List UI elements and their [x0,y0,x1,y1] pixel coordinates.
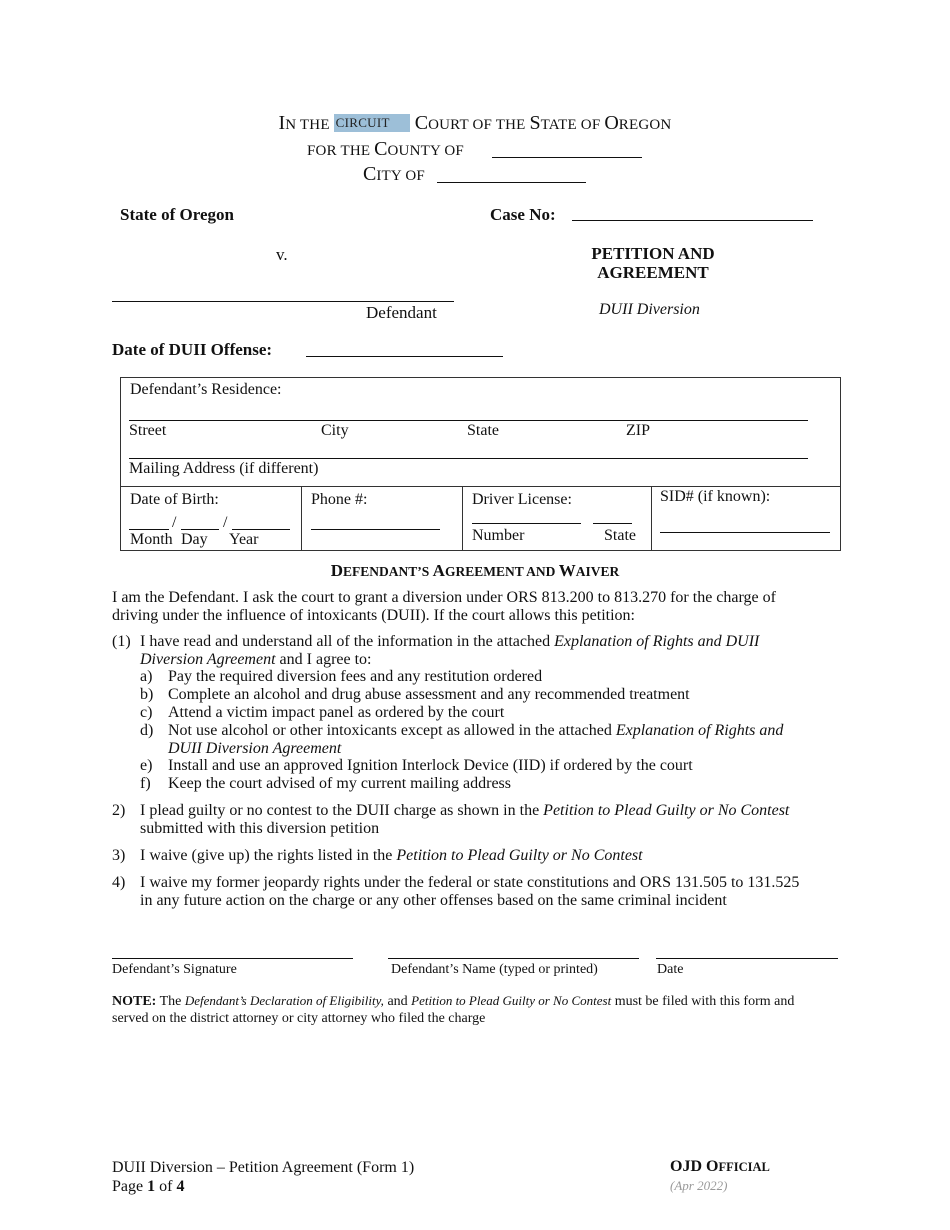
court-type-field[interactable]: CIRCUIT [334,114,410,132]
item-3-number: 3) [112,847,126,864]
subitem-e-text: Install and use an approved Ignition Interlock Device (IID) if ordered by the court [168,757,693,774]
item-4-number: 4) [112,874,126,891]
printed-name-blank[interactable] [388,958,639,959]
dob-month-blank[interactable] [129,529,169,530]
form-subtitle: DUII Diversion [599,301,700,318]
court-title: IN THE CIRCUIT COURT OF THE STATE OF OREGON [278,112,672,134]
subitem-a-letter: a) [140,668,153,685]
city-blank[interactable] [437,182,586,183]
county-blank[interactable] [492,157,642,158]
signature-label: Defendant’s Signature [112,962,237,977]
item-1-number: (1) [112,633,131,650]
month-label: Month [130,531,173,548]
subitem-f-letter: f) [140,775,151,792]
case-no-label: Case No: [490,205,556,224]
subitem-d-text: Not use alcohol or other intoxicants except as allowed in the attached Explanation of Rights and DUII Diversion Agreement [168,722,784,757]
item-2-text: I plead guilty or no contest to the DUII charge as shown in the Petition to Plead Guilty or No Contest submitted with this diversion petition [140,802,790,837]
dob-slash-1: / [172,514,177,531]
city-label: City [321,422,349,439]
item-1-text: I have read and understand all of the information in the attached Explanation of Rights and DUII Diversion Agreement and I agree to: [140,633,760,668]
subitem-c-text: Attend a victim impact panel as ordered by the court [168,704,505,721]
offense-date-label: Date of DUII Offense: [112,340,273,359]
subitem-c-letter: c) [140,704,153,721]
license-number-blank[interactable] [472,523,581,524]
item-2-number: 2) [112,802,126,819]
subitem-f-text: Keep the court advised of my current mailing address [168,775,511,792]
form-name: DUII Diversion – Petition Agreement (Form 1) [112,1159,415,1176]
item-4-text: I waive my former jeopardy rights under the federal or state constitutions and ORS 131.505 to 131.525 in any future action on the charge or any other offenses based on the same criminal incident [140,874,800,909]
phone-blank[interactable] [311,529,440,530]
license-state-label: State [604,527,636,544]
license-number-label: Number [472,527,525,544]
subitem-e-letter: e) [140,757,153,774]
sid-blank[interactable] [660,532,830,533]
ojd-official: OJD OFFICIAL [670,1158,770,1175]
intro-paragraph: I am the Defendant. I ask the court to grant a diversion under ORS 813.200 to 813.270 for the charge of driving under the influence of intoxicants (DUII). If the court allows this petition: [112,589,776,624]
item-3-text: I waive (give up) the rights listed in the Petition to Plead Guilty or No Contest [140,847,643,864]
zip-label: ZIP [626,422,650,439]
cell-divider-2 [462,486,463,551]
date-label: Date [657,962,684,977]
day-label: Day [181,531,208,548]
signature-blank[interactable] [112,958,353,959]
case-no-blank[interactable] [572,220,813,221]
offense-date-blank[interactable] [306,356,503,357]
printed-name-label: Defendant’s Name (typed or printed) [391,962,598,977]
county-line: FOR THE COUNTY OF [307,138,464,160]
street-label: Street [129,422,167,439]
form-title: PETITION AND AGREEMENT [591,244,715,282]
subitem-b-text: Complete an alcohol and drug abuse assessment and any recommended treatment [168,686,690,703]
page-number: Page 1 of 4 [112,1178,185,1195]
cell-divider-1 [301,486,302,551]
defendant-label: Defendant [366,303,437,322]
street-blank[interactable] [129,420,808,421]
form-footer [112,1158,414,1196]
subitem-d-letter: d) [140,722,154,739]
versus: v. [276,245,288,264]
plaintiff-name: State of Oregon [120,205,234,224]
revision-date: (Apr 2022) [670,1178,728,1193]
year-label: Year [229,531,259,548]
dob-label: Date of Birth: [130,491,219,508]
phone-label: Phone #: [311,491,368,508]
sid-label: SID# (if known): [660,488,771,505]
license-state-blank[interactable] [593,523,632,524]
mailing-label: Mailing Address (if different) [129,460,319,477]
residence-label: Defendant’s Residence: [130,381,282,398]
mailing-blank[interactable] [129,458,808,459]
license-label: Driver License: [472,491,572,508]
state-label: State [467,422,499,439]
subitem-a-text: Pay the required diversion fees and any restitution ordered [168,668,543,685]
dob-day-blank[interactable] [181,529,219,530]
residence-divider [120,486,841,487]
filing-note: NOTE: The Defendant’s Declaration of Eligibility, and Petition to Plead Guilty or No Contest must be filed with this form and served on the district attorney or city attorney who filed the charge [112,993,795,1026]
defendant-blank[interactable] [112,301,454,302]
dob-slash-2: / [223,514,228,531]
date-blank[interactable] [656,958,838,959]
city-line: CITY OF [363,163,425,185]
subitem-b-letter: b) [140,686,154,703]
dob-year-blank[interactable] [232,529,290,530]
cell-divider-3 [651,486,652,551]
agreement-heading: DEFENDANT’S AGREEMENT AND WAIVER [330,561,620,580]
